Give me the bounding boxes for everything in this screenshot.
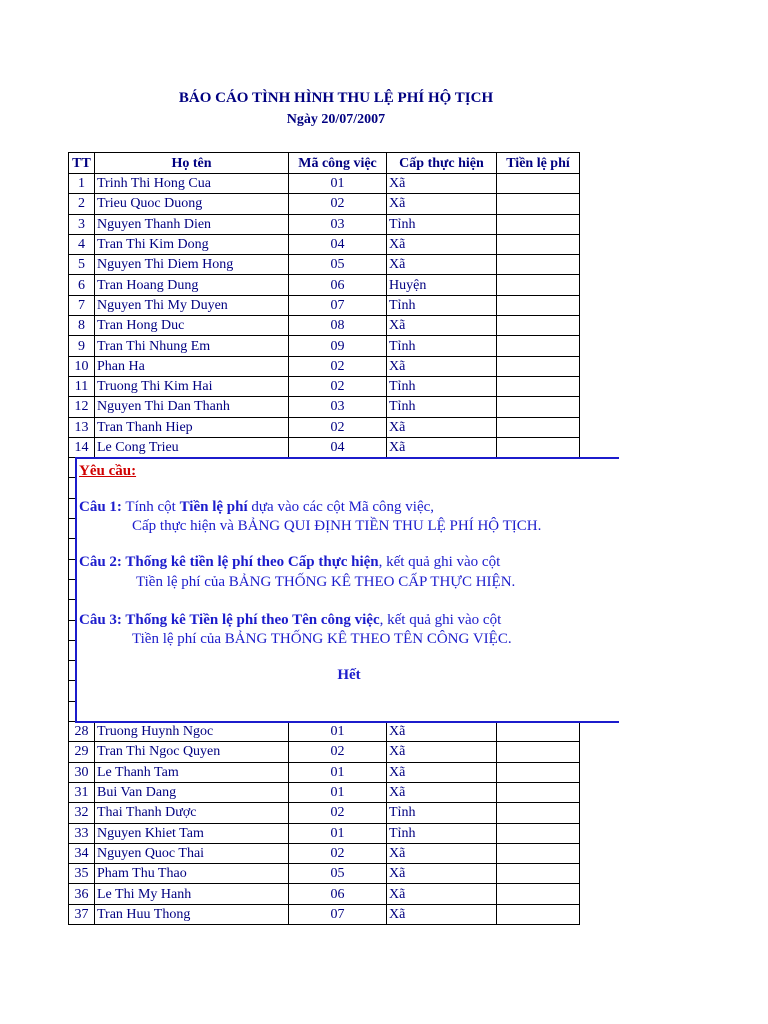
cell-fee — [497, 214, 580, 234]
cell-name: Nguyen Quoc Thai — [95, 843, 289, 863]
table-row — [69, 742, 580, 762]
cell-tt: 34 — [69, 843, 95, 863]
question-1-bold: Tiền lệ phí — [179, 499, 248, 515]
header-tt: TT — [69, 153, 95, 174]
cell-fee — [497, 843, 580, 863]
cell-name: Trieu Quoc Duong — [95, 194, 289, 214]
cell-name: Le Thanh Tam — [95, 762, 289, 782]
cell-level: Huyện — [387, 275, 497, 295]
table-row — [69, 174, 580, 194]
question-3-line-1 — [79, 612, 501, 629]
cell-fee — [497, 397, 580, 417]
table-row — [69, 762, 580, 782]
cell-fee — [497, 742, 580, 762]
cell-fee — [497, 782, 580, 802]
cell-name: Bui Van Dang — [95, 782, 289, 802]
cell-code: 02 — [289, 356, 387, 376]
cell-level: Tỉnh — [387, 376, 497, 396]
cell-level: Tỉnh — [387, 397, 497, 417]
cell-name: Tran Hong Duc — [95, 316, 289, 336]
cell-name: Nguyen Thi Dan Thanh — [95, 397, 289, 417]
cell-level: Xã — [387, 174, 497, 194]
cell-code: 09 — [289, 336, 387, 356]
table-row — [69, 234, 580, 254]
cell-tt: 32 — [69, 803, 95, 823]
table-row — [69, 782, 580, 802]
cell-name: Tran Thi Kim Dong — [95, 234, 289, 254]
cell-tt: 6 — [69, 275, 95, 295]
report-date: Ngày 20/07/2007 — [286, 112, 386, 127]
question-3-line-2: Tiền lệ phí của BẢNG THỐNG KÊ THEO TÊN CÔNG VIỆC. — [132, 631, 512, 647]
cell-fee — [497, 316, 580, 336]
cell-level: Xã — [387, 437, 497, 457]
cell-fee — [497, 864, 580, 884]
question-1-line-1 — [79, 499, 434, 516]
cell-name: Trinh Thi Hong Cua — [95, 174, 289, 194]
table-row — [69, 904, 580, 924]
cell-name: Tran Huu Thong — [95, 904, 289, 924]
cell-code: 06 — [289, 275, 387, 295]
question-2-post: , kết quả ghi vào cột — [378, 554, 501, 570]
table-row — [69, 722, 580, 742]
table-row — [69, 397, 580, 417]
cell-tt: 35 — [69, 864, 95, 884]
cell-code: 02 — [289, 376, 387, 396]
cell-level: Xã — [387, 316, 497, 336]
header-level: Cấp thực hiện — [387, 153, 497, 174]
cell-tt: 1 — [69, 174, 95, 194]
header-fee: Tiền lệ phí — [497, 153, 580, 174]
cell-level: Xã — [387, 234, 497, 254]
cell-code: 05 — [289, 255, 387, 275]
cell-code: 01 — [289, 174, 387, 194]
cell-name: Pham Thu Thao — [95, 864, 289, 884]
cell-fee — [497, 823, 580, 843]
cell-name: Tran Thi Nhung Em — [95, 336, 289, 356]
cell-code: 02 — [289, 417, 387, 437]
cell-code: 04 — [289, 234, 387, 254]
question-1-pre: Tính cột — [121, 499, 180, 515]
question-2-line-1 — [79, 554, 500, 571]
cell-name: Nguyen Thi My Duyen — [95, 295, 289, 315]
cell-code: 01 — [289, 722, 387, 742]
question-3-label: Câu 3: — [79, 612, 122, 628]
cell-tt: 31 — [69, 782, 95, 802]
cell-name: Le Cong Trieu — [95, 437, 289, 457]
cell-code: 02 — [289, 843, 387, 863]
cell-tt: 37 — [69, 904, 95, 924]
cell-name: Tran Hoang Dung — [95, 275, 289, 295]
requirements-heading: Yêu cầu: — [79, 463, 137, 479]
cell-fee — [497, 174, 580, 194]
cell-level: Xã — [387, 417, 497, 437]
table-row — [69, 214, 580, 234]
cell-tt: 12 — [69, 397, 95, 417]
table-row — [69, 803, 580, 823]
cell-code: 07 — [289, 904, 387, 924]
table-row — [69, 316, 580, 336]
cell-code: 03 — [289, 214, 387, 234]
cell-tt: 8 — [69, 316, 95, 336]
question-2-label: Câu 2: — [79, 554, 122, 570]
cell-code: 07 — [289, 295, 387, 315]
cell-level: Xã — [387, 782, 497, 802]
cell-name: Nguyen Thi Diem Hong — [95, 255, 289, 275]
cell-fee — [497, 234, 580, 254]
cell-fee — [497, 376, 580, 396]
cell-level: Xã — [387, 904, 497, 924]
cell-tt: 36 — [69, 884, 95, 904]
question-3-post: , kết quả ghi vào cột — [379, 612, 502, 628]
cell-fee — [497, 803, 580, 823]
cell-level: Xã — [387, 742, 497, 762]
cell-code: 01 — [289, 823, 387, 843]
cell-level: Xã — [387, 194, 497, 214]
cell-level: Xã — [387, 722, 497, 742]
cell-fee — [497, 722, 580, 742]
table-row — [69, 417, 580, 437]
cell-name: Tran Thi Ngoc Quyen — [95, 742, 289, 762]
cell-name: Truong Huynh Ngoc — [95, 722, 289, 742]
table-header-row — [69, 153, 580, 174]
cell-fee — [497, 437, 580, 457]
table-row — [69, 255, 580, 275]
cell-code: 01 — [289, 782, 387, 802]
cell-code: 01 — [289, 762, 387, 782]
cell-level: Xã — [387, 356, 497, 376]
table-row — [69, 295, 580, 315]
cell-fee — [497, 762, 580, 782]
cell-tt: 3 — [69, 214, 95, 234]
question-3-bold: Thống kê Tiền lệ phí theo Tên công việc — [121, 612, 380, 628]
cell-tt: 4 — [69, 234, 95, 254]
cell-code: 08 — [289, 316, 387, 336]
cell-level: Xã — [387, 843, 497, 863]
table-row — [69, 194, 580, 214]
cell-code: 02 — [289, 803, 387, 823]
end-marker: Hết — [337, 667, 361, 683]
cell-tt: 33 — [69, 823, 95, 843]
cell-level: Tỉnh — [387, 295, 497, 315]
table-row — [69, 884, 580, 904]
cell-fee — [497, 255, 580, 275]
table-row — [69, 823, 580, 843]
cell-tt: 5 — [69, 255, 95, 275]
cell-name: Tran Thanh Hiep — [95, 417, 289, 437]
cell-name: Le Thi My Hanh — [95, 884, 289, 904]
requirements-box — [75, 457, 619, 723]
cell-tt: 2 — [69, 194, 95, 214]
table-row — [69, 843, 580, 863]
header-name: Họ tên — [95, 153, 289, 174]
cell-tt: 13 — [69, 417, 95, 437]
table-row — [69, 437, 580, 457]
question-2-line-2: Tiền lệ phí của BẢNG THỐNG KÊ THEO CẤP THỰC HIỆN. — [136, 574, 516, 590]
cell-tt: 7 — [69, 295, 95, 315]
cell-level: Tỉnh — [387, 823, 497, 843]
cell-level: Tỉnh — [387, 803, 497, 823]
cell-level: Xã — [387, 864, 497, 884]
table-row — [69, 376, 580, 396]
cell-tt: 14 — [69, 437, 95, 457]
cell-tt: 11 — [69, 376, 95, 396]
question-1-line-2: Cấp thực hiện và BẢNG QUI ĐỊNH TIỀN THU LỆ PHÍ HỘ TỊCH. — [132, 518, 542, 534]
cell-tt: 10 — [69, 356, 95, 376]
cell-tt: 9 — [69, 336, 95, 356]
cell-fee — [497, 904, 580, 924]
cell-level: Xã — [387, 884, 497, 904]
cell-fee — [497, 884, 580, 904]
table-row — [69, 864, 580, 884]
cell-fee — [497, 356, 580, 376]
cell-fee — [497, 194, 580, 214]
cell-code: 02 — [289, 742, 387, 762]
header-code: Mã công việc — [289, 153, 387, 174]
cell-name: Phan Ha — [95, 356, 289, 376]
cell-level: Tỉnh — [387, 214, 497, 234]
cell-name: Thai Thanh Dược — [95, 803, 289, 823]
cell-fee — [497, 336, 580, 356]
cell-code: 05 — [289, 864, 387, 884]
cell-tt: 30 — [69, 762, 95, 782]
cell-tt: 29 — [69, 742, 95, 762]
cell-code: 03 — [289, 397, 387, 417]
cell-name: Truong Thi Kim Hai — [95, 376, 289, 396]
cell-name: Nguyen Thanh Dien — [95, 214, 289, 234]
cell-code: 02 — [289, 194, 387, 214]
cell-code: 04 — [289, 437, 387, 457]
table-row — [69, 356, 580, 376]
cell-level: Tỉnh — [387, 336, 497, 356]
cell-fee — [497, 275, 580, 295]
cell-level: Xã — [387, 762, 497, 782]
cell-tt: 28 — [69, 722, 95, 742]
table-row — [69, 336, 580, 356]
question-1-post: dựa vào các cột Mã công việc, — [247, 499, 435, 515]
cell-name: Nguyen Khiet Tam — [95, 823, 289, 843]
cell-fee — [497, 417, 580, 437]
question-2-bold: Thống kê tiền lệ phí theo Cấp thực hiện — [121, 554, 379, 570]
cell-fee — [497, 295, 580, 315]
cell-level: Xã — [387, 255, 497, 275]
cell-code: 06 — [289, 884, 387, 904]
question-1-label: Câu 1: — [79, 499, 122, 515]
report-title: BÁO CÁO TÌNH HÌNH THU LỆ PHÍ HỘ TỊCH — [178, 90, 494, 106]
table-row — [69, 275, 580, 295]
